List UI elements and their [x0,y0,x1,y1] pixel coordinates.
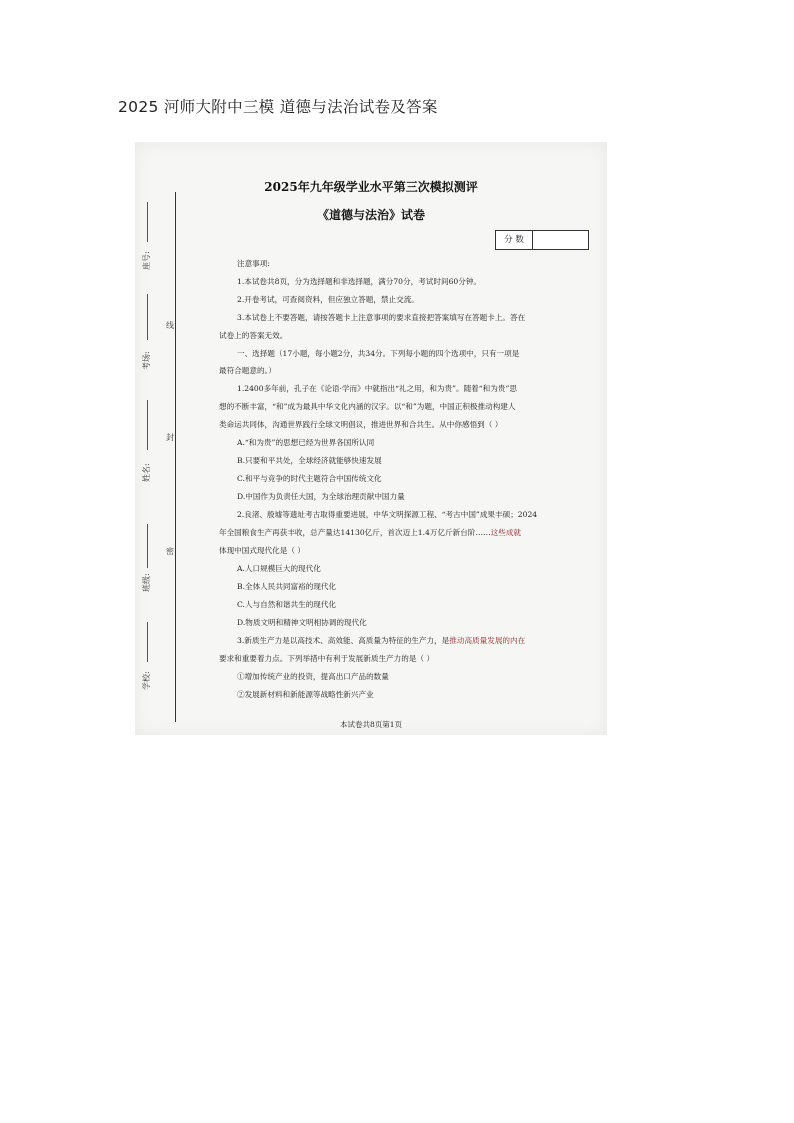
q2-option-b: B.全体人民共同富裕的现代化 [237,582,337,591]
side-field-room: 考场: [142,351,151,370]
q2-option-d: D.物质文明和精神文明相协调的现代化 [237,618,367,627]
note-1: 1.本试卷共8页，分为选择题和非选择题，满分70分，考试时间60分钟。 [237,277,482,286]
q3-stem-line: 要求和重要着力点。下列举措中有利于发展新质生产力的是（ ） [219,654,435,663]
paper-title: 2025年九年级学业水平第三次模拟测评 [264,180,478,194]
q2-stem-line: 2.良渚、殷墟等遗址考古取得重要进展，中华文明探源工程、“考古中国”成果丰硕；2024 [237,510,538,519]
seal-mark-seal: 封 [166,433,174,442]
q1-option-b: B.只要和平共处，全球经济就能够快速发展 [237,456,382,465]
notes-heading: 注意事项: [237,259,270,268]
paper-subtitle: 《道德与法治》试卷 [316,208,425,222]
document-title: 2025 河师大附中三模 道德与法治试卷及答案 [118,98,438,116]
q1-option-d: D.中国作为负责任大国，为全球治理贡献中国力量 [237,492,405,501]
side-field-class-rule [147,524,149,568]
score-box [495,230,589,250]
q3-stem-line [237,635,525,646]
note-3-cont: 试卷上的答案无效。 [219,331,288,340]
page-footer: 本试卷共8页第1页 [339,720,403,729]
seal-mark-line: 线 [166,321,174,330]
q2-stem-line: 体现中国式现代化是（ ） [219,546,305,555]
q2-option-c: C.人与自然和谐共生的现代化 [237,600,337,609]
q1-stem-line: 类命运共同体，沟通世界践行全球文明倡议，推进世界和合共生。从中你感悟到（ ） [219,420,503,429]
q3-item-1: ①增加传统产业的投资，提高出口产品的数量 [237,672,389,681]
q3-item-2: ②发展新材料和新能源等战略性新兴产业 [237,690,374,699]
side-field-school-rule [147,622,149,662]
q1-option-a: A.“和为贵”的思想已经为世界各国所认同 [237,438,375,447]
q3-annotation: 推动高质量发展的内在 [449,636,526,645]
q2-annotation: 这些成就 [490,528,522,537]
seal-mark-secret: 密 [166,547,174,556]
score-label: 分 数 [496,231,533,249]
note-3: 3.本试卷上不要答题，请按答题卡上注意事项的要求直接把答案填写在答题卡上。答在 [237,313,526,322]
q1-stem-line: 想的不断丰富，“和”成为最具中华文化内涵的汉字。以“和”为题，中国正积极推动构建人 [219,402,516,411]
q1-option-c: C.和平与竞争的时代主题符合中国传统文化 [237,474,382,483]
section1-heading-cont: 最符合题意的。） [219,366,276,375]
side-field-seat: 座号: [142,251,151,270]
side-field-room-rule [147,294,149,340]
side-field-name-rule [147,400,149,450]
side-field-class: 班级: [142,573,151,592]
side-field-name: 姓名: [142,463,151,482]
scanned-exam-page [135,142,607,735]
q1-stem-line: 1.2400多年前，孔子在《论语·学而》中就指出“礼之用，和为贵”。随着“和为贵”思 [237,384,517,393]
q2-stem-text: 年全国粮食生产再获丰收，总产量达14130亿斤，首次迈上1.4万亿斤新台阶…… [219,528,491,537]
q2-stem-line [219,527,521,538]
q2-option-a: A.人口规模巨大的现代化 [237,564,321,573]
q3-stem-text: 3.新质生产力是以高技术、高效能、高质量为特征的生产力，是 [237,636,450,645]
note-2: 2.开卷考试，可查阅资料，但应独立答题，禁止交流。 [237,295,419,304]
section1-heading: 一、选择题（17小题，每小题2分，共34分。下列每小题的四个选项中，只有一项是 [237,349,520,358]
binding-line [175,192,176,722]
side-field-school: 学校: [142,671,151,690]
